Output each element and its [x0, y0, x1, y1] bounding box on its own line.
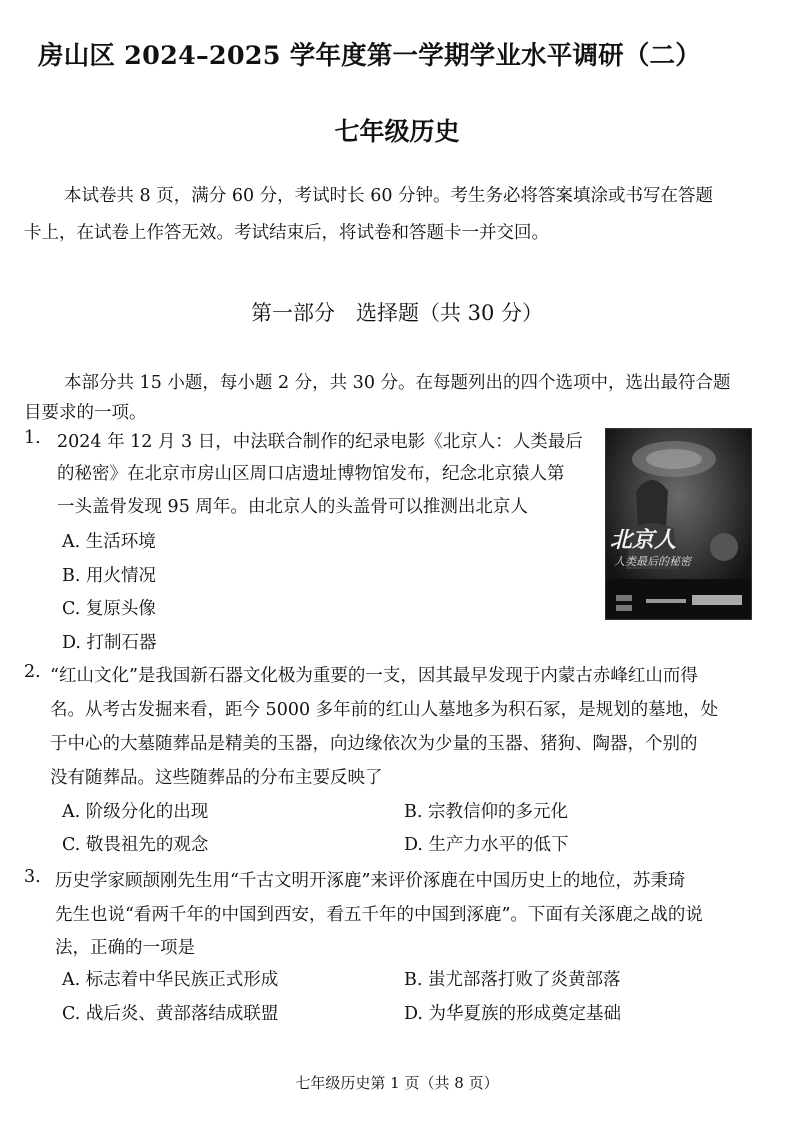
question-text-line: 一头盖骨发现 95 周年。由北京人的头盖骨可以推测出北京人: [57, 497, 528, 517]
option-b: B. 宗教信仰的多元化: [404, 802, 568, 822]
option-b: B. 用火情况: [62, 566, 156, 586]
instruction-line: 卡上，在试卷上作答无效。考试结束后，将试卷和答题卡一并交回。: [24, 223, 549, 243]
option-b: B. 蚩尤部落打败了炎黄部落: [404, 970, 621, 990]
option-d: D. 为华夏族的形成奠定基础: [404, 1004, 622, 1024]
section-title: 第一部分 选择题（共 30 分）: [250, 301, 544, 325]
option-c: C. 复原头像: [62, 599, 156, 619]
option-d: D. 生产力水平的低下: [404, 835, 569, 855]
option-a: A. 生活环境: [62, 532, 156, 552]
question-text-line: 2024 年 12 月 3 日，中法联合制作的纪录电影《北京人：人类最后: [57, 432, 583, 452]
page-footer: 七年级历史第 1 页（共 8 页）: [295, 1074, 499, 1092]
section-intro-line: 目要求的一项。: [24, 403, 147, 423]
question-text-line: 于中心的大墓随葬品是精美的玉器，向边缘依次为少量的玉器、猪狗、陶器，个别的: [50, 734, 698, 754]
question-text-line: 的秘密》在北京市房山区周口店遗址博物馆发布，纪念北京猿人第: [57, 464, 565, 484]
question-text-line: 名。从考古发掘来看，距今 5000 多年前的红山人墓地多为积石冢，是规划的墓地，处: [50, 700, 719, 720]
question-text-line: 法，正确的一项是: [55, 938, 195, 958]
question-text-line: 历史学家顾颉刚先生用“千古文明开涿鹿”来评价涿鹿在中国历史上的地位，苏秉琦: [55, 871, 686, 891]
option-a: A. 阶级分化的出现: [62, 802, 209, 822]
exam-title: 房山区 2024–2025 学年度第一学期学业水平调研（二）: [38, 41, 701, 71]
movie-poster-image: [605, 428, 752, 620]
question-text-line: “红山文化”是我国新石器文化极为重要的一支，因其最早发现于内蒙古赤峰红山而得: [50, 666, 698, 686]
question-number: 3.: [24, 867, 41, 887]
subject-title: 七年级历史: [334, 117, 460, 146]
question-text-line: 先生也说“看两千年的中国到西安，看五千年的中国到涿鹿”。下面有关涿鹿之战的说: [55, 905, 703, 925]
option-c: C. 敬畏祖先的观念: [62, 835, 209, 855]
question-text-line: 没有随葬品。这些随葬品的分布主要反映了: [50, 768, 383, 788]
option-d: D. 打制石器: [62, 633, 157, 653]
section-intro-line: 本部分共 15 小题，每小题 2 分，共 30 分。在每题列出的四个选项中，选出最符合题: [64, 373, 731, 393]
option-c: C. 战后炎、黄部落结成联盟: [62, 1004, 279, 1024]
instruction-line: 本试卷共 8 页，满分 60 分，考试时长 60 分钟。考生务必将答案填涂或书写在答题: [64, 186, 714, 206]
poster-subtitle: 人类最后的秘密: [614, 555, 691, 568]
question-number: 2.: [24, 662, 41, 682]
poster-title: 北京人: [610, 528, 677, 553]
option-a: A. 标志着中华民族正式形成: [62, 970, 279, 990]
question-number: 1.: [24, 428, 41, 448]
